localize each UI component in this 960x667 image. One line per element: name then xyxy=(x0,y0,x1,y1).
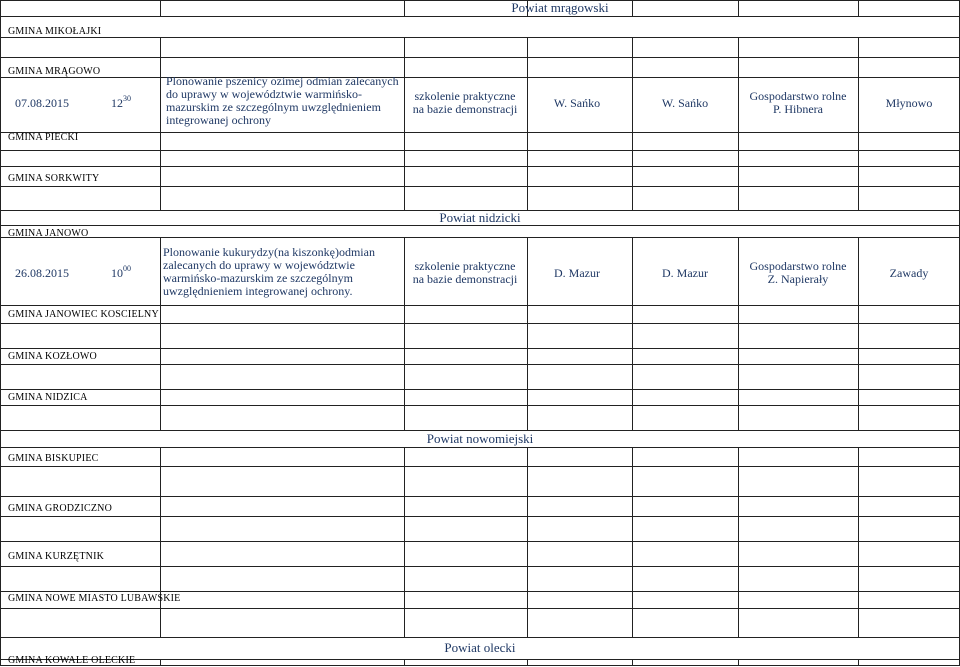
grid-line xyxy=(527,37,528,210)
gmina-piecki: GMINA PIECKI xyxy=(8,132,79,143)
grid-line xyxy=(858,447,859,637)
grid-line xyxy=(858,37,859,210)
grid-line xyxy=(160,237,161,430)
grid-line xyxy=(0,466,960,467)
powiat-header-mragowski: Powiat mrągowski xyxy=(511,0,609,15)
grid-line xyxy=(0,186,960,187)
gmina-kozlowo: GMINA KOZŁOWO xyxy=(8,351,97,362)
grid-line xyxy=(160,659,161,665)
grid-line xyxy=(0,659,960,660)
event-topic: Plonowanie pszenicy ozimej odmian zalecanych do uprawy w województwie warmińsko-mazurskim ze szczególnym uwzględnieniem integrowanej ochrony xyxy=(166,74,399,127)
gmina-mikolajki: GMINA MIKOŁAJKI xyxy=(8,26,102,37)
grid-line xyxy=(632,659,633,665)
grid-line xyxy=(404,659,405,665)
grid-line xyxy=(0,608,960,609)
grid-line xyxy=(160,37,161,210)
grid-line xyxy=(0,405,960,406)
event-time: $12^{30}$ xyxy=(111,94,131,110)
grid-line xyxy=(0,516,960,517)
grid-line xyxy=(527,237,528,430)
grid-line xyxy=(0,237,960,238)
gmina-nidzica: GMINA NIDZICA xyxy=(8,392,88,403)
gmina-biskupiec: GMINA BISKUPIEC xyxy=(8,453,99,464)
grid-line xyxy=(858,237,859,430)
grid-line xyxy=(0,57,960,58)
grid-line xyxy=(738,447,739,637)
grid-line xyxy=(0,305,960,306)
grid-line xyxy=(404,37,405,210)
grid-line xyxy=(0,37,960,38)
grid-line xyxy=(738,37,739,210)
gmina-janowiec-koscielny: GMINA JANOWIEC KOSCIELNY xyxy=(8,309,159,320)
grid-line xyxy=(404,447,405,637)
powiat-header-nowomiejski: Powiat nowomiejski xyxy=(426,431,534,446)
grid-line xyxy=(0,348,960,349)
event-time: $10^{00}$ xyxy=(111,264,131,280)
gmina-kurzetnik: GMINA KURZĘTNIK xyxy=(8,551,105,562)
grid-line xyxy=(632,447,633,637)
grid-line xyxy=(0,150,960,151)
event-date: 07.08.2015 xyxy=(15,96,69,110)
gmina-grodziczno: GMINA GRODZICZNO xyxy=(8,503,113,514)
grid-line xyxy=(0,323,960,324)
grid-line xyxy=(738,659,739,665)
gmina-kowale-oleckie: GMINA KOWALE OLECKIE xyxy=(8,655,136,666)
grid-line xyxy=(0,364,960,365)
grid-line xyxy=(632,237,633,430)
grid-line xyxy=(0,225,960,226)
grid-line xyxy=(0,166,960,167)
grid-line xyxy=(0,0,1,666)
event-person-1: W. Sańko xyxy=(553,96,601,110)
event-topic: Plonowanie kukurydzy(na kiszonkę)odmian zalecanych do uprawy w województwie warmińsko-mazurskim ze szczególnym uwzględnieniem integrowanej ochrony. xyxy=(163,245,375,298)
event-locality: Młynowo xyxy=(885,96,933,110)
event-locality: Zawady xyxy=(889,266,929,280)
event-place: Gospodarstwo rolne Z. Napierały xyxy=(749,259,847,286)
grid-line xyxy=(160,447,161,637)
gmina-nowe-miasto-lubawskie: GMINA NOWE MIASTO LUBAWSKIE xyxy=(8,593,181,604)
event-person-2: D. Mazur xyxy=(662,266,708,280)
grid-line xyxy=(0,637,960,638)
grid-line xyxy=(0,541,960,542)
event-person-2: W. Sańko xyxy=(661,96,709,110)
grid-line xyxy=(632,37,633,210)
event-person-1: D. Mazur xyxy=(554,266,600,280)
grid-line xyxy=(0,16,960,17)
event-place: Gospodarstwo rolne P. Hibnera xyxy=(749,89,847,116)
grid-line xyxy=(527,659,528,665)
event-form: szkolenie praktyczne na bazie demonstracji xyxy=(412,89,518,116)
grid-line xyxy=(527,447,528,637)
gmina-janowo: GMINA JANOWO xyxy=(8,228,89,239)
grid-line xyxy=(0,447,960,448)
grid-line xyxy=(0,389,960,390)
event-date: 26.08.2015 xyxy=(15,266,69,280)
powiat-header-olecki: Powiat olecki xyxy=(444,640,516,655)
gmina-mragowo: GMINA MRĄGOWO xyxy=(8,66,101,77)
grid-line xyxy=(0,132,960,133)
powiat-header-nidzicki: Powiat nidzicki xyxy=(439,210,521,225)
event-form: szkolenie praktyczne na bazie demonstracji xyxy=(412,259,518,286)
grid-line xyxy=(0,566,960,567)
gmina-sorkwity: GMINA SORKWITY xyxy=(8,173,100,184)
grid-line xyxy=(0,496,960,497)
grid-line xyxy=(858,659,859,665)
grid-line xyxy=(0,77,960,78)
